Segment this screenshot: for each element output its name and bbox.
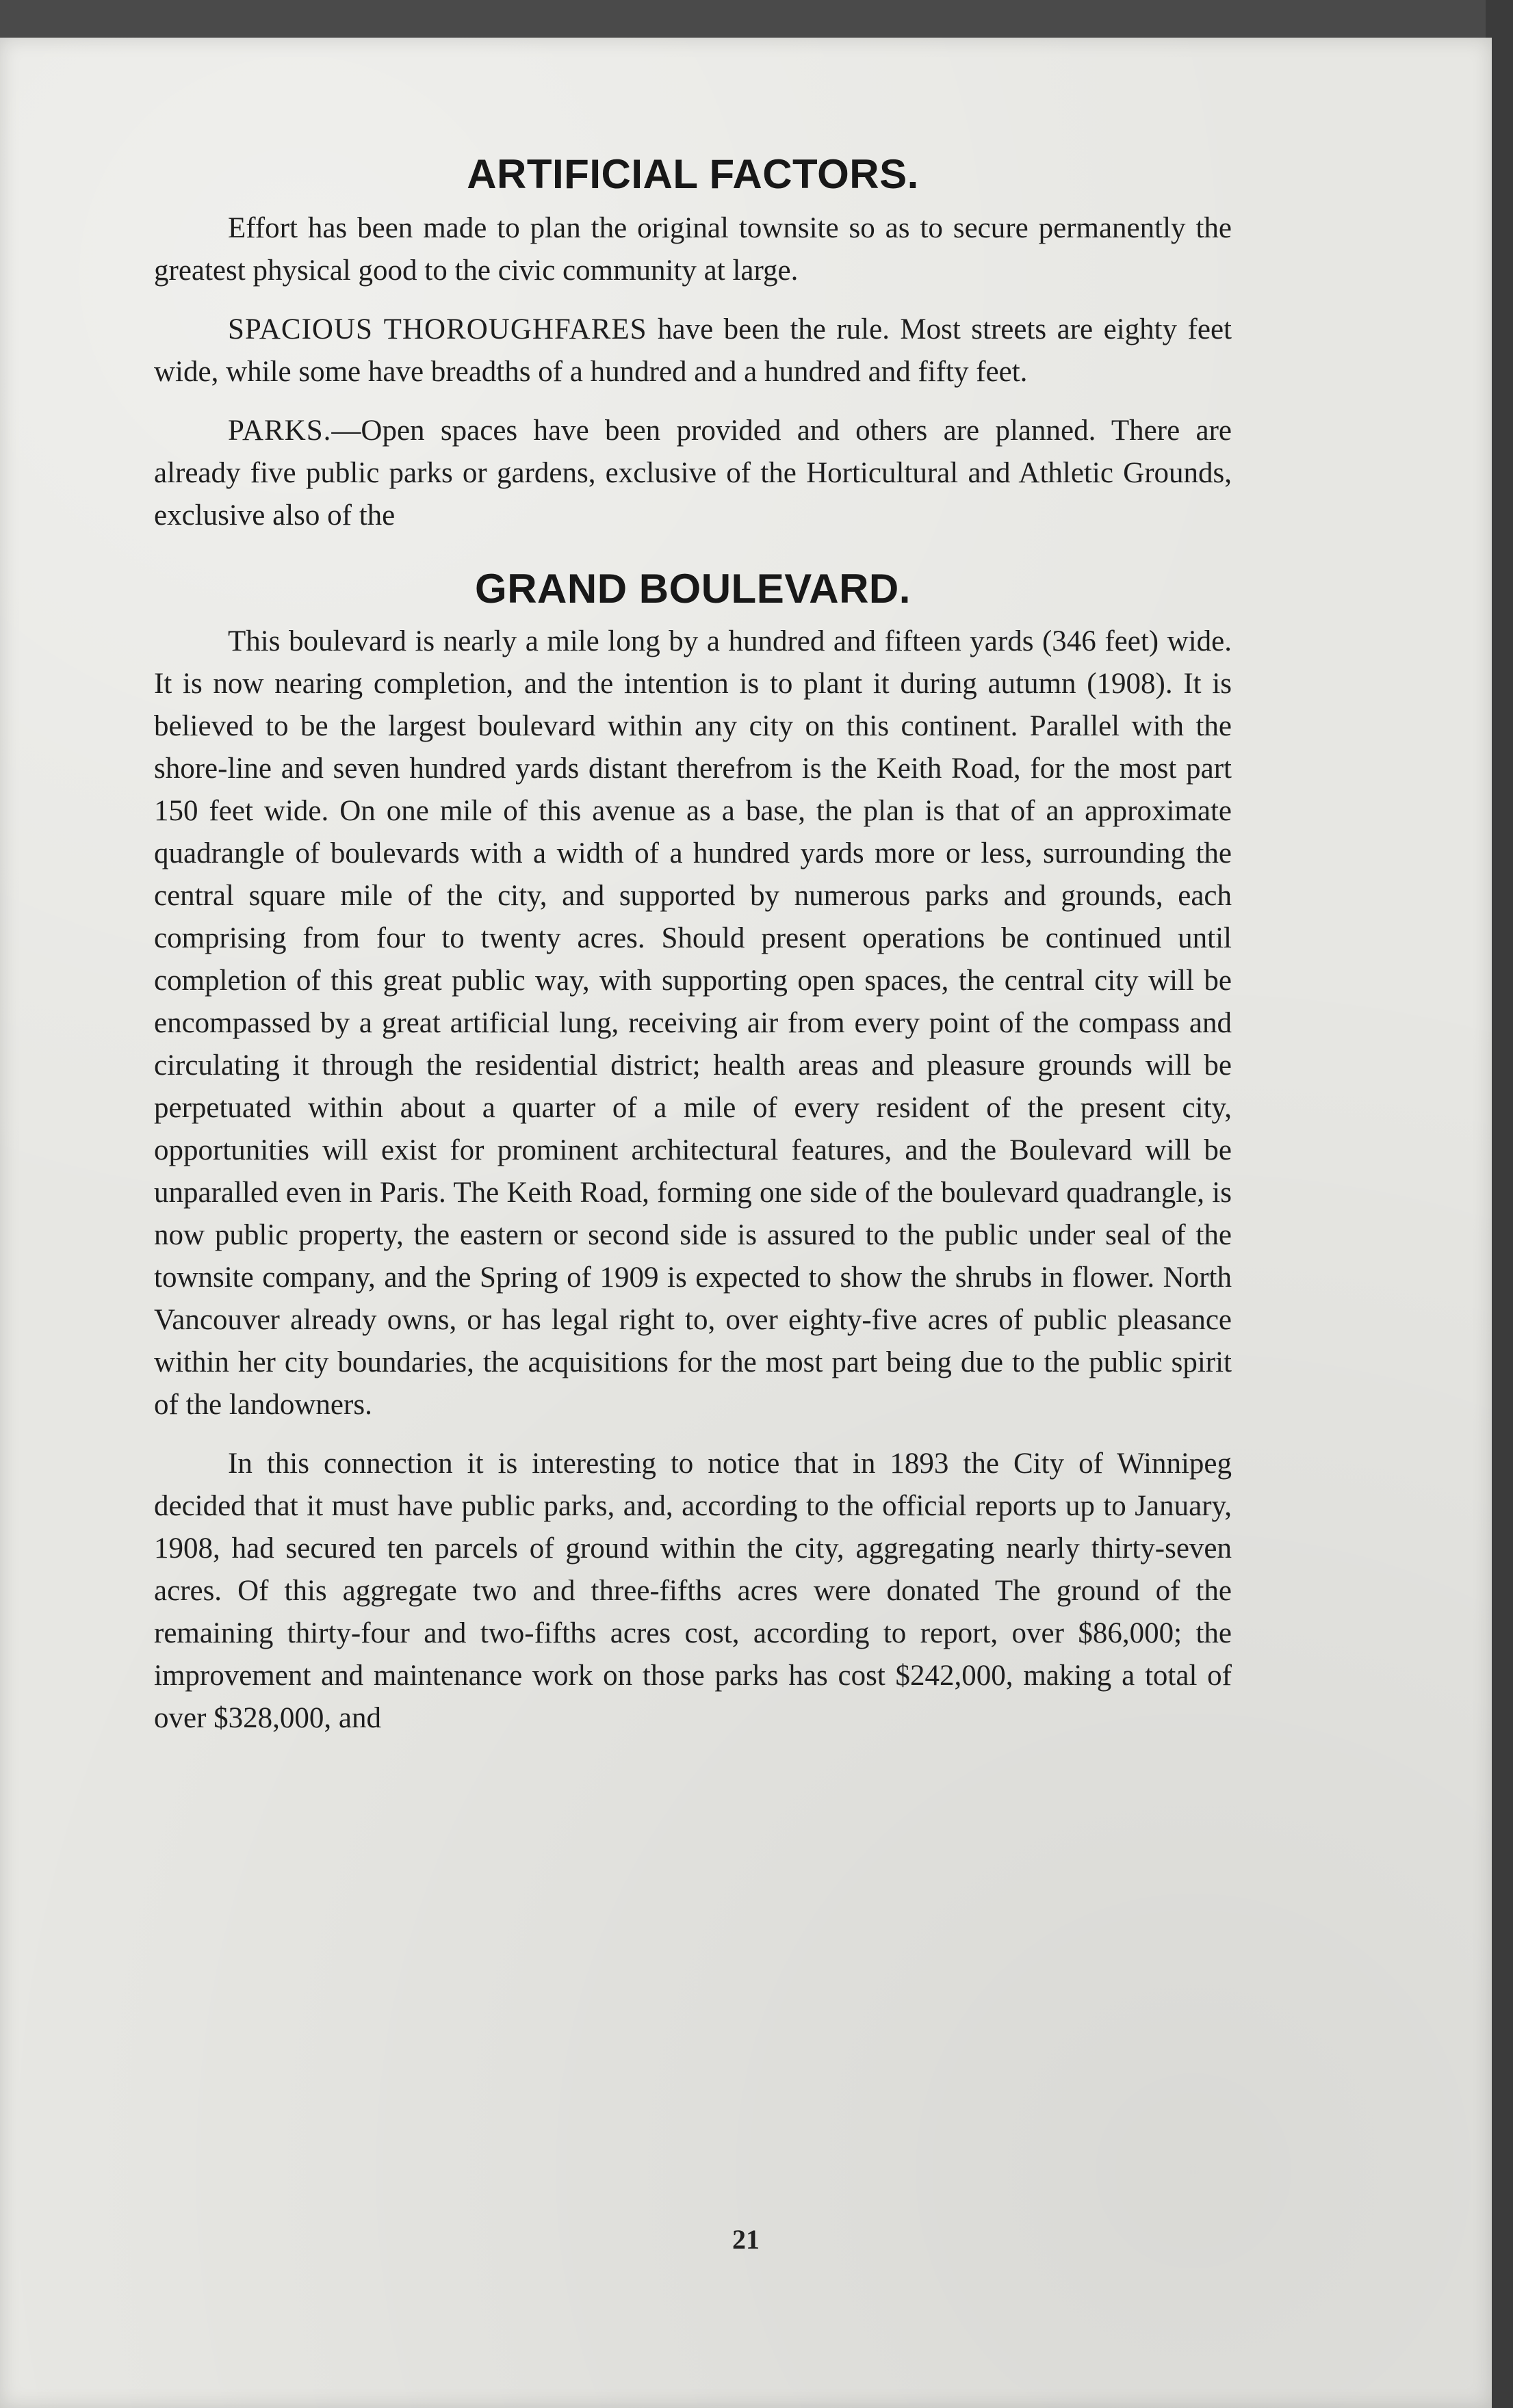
page-number: 21 [732, 2224, 760, 2255]
book-page [0, 38, 1492, 2408]
paragraph-thoroughfares [154, 309, 1232, 393]
thoroughfares-text: have been the rule. Most streets are eighty feet wide, while some have breadths of a hundred and a hundred and fifty feet. [154, 313, 1232, 388]
scan-top-border [0, 0, 1513, 41]
section-heading-artificial-factors: ARTIFICIAL FACTORS. [467, 151, 919, 197]
section-heading-grand-boulevard: GRAND BOULEVARD. [475, 566, 911, 612]
parks-text: —Open spaces have been provided and others are planned. There are already five public parks or gardens, exclusive of the Horticultural and Athletic Grounds, exclusive also of the [154, 415, 1232, 532]
page-text [154, 147, 1232, 1756]
thoroughfares-lead: SPACIOUS THOROUGHFARES [228, 313, 647, 345]
paragraph-parks [154, 410, 1232, 537]
paragraph-winnipeg: In this connection it is interesting to notice that in 1893 the City of Winnipeg decided that it must have public parks, and, according to the official reports up to January, 1908, had secured ten parcels of ground within the city, aggregating nearly thirty-seven acres. Of this aggregate two and three-fifths acres were donated The ground of the remaining thirty-four and two-fifths acres cost, according to report, over $86,000; the improvement and maintenance work on those parks has cost $242,000, making a total of over $328,000, and [154, 1448, 1232, 1734]
paragraph-boulevard: This boulevard is nearly a mile long by a hundred and fifteen yards (346 feet) wide. It is now nearing completion, and the intention is to plant it during autumn (1908). It is believed to be the largest boulevard within any city on this continent. Parallel with the shore-line and seven hundred yards distant therefrom is the Keith Road, for the most part 150 feet wide. On one mile of this avenue as a base, the plan is that of an approximate quadrangle of boulevards with a width of a hundred yards more or less, surrounding the central square mile of the city, and supported by numerous parks and grounds, each comprising from four to twenty acres. Should present operations be continued until completion of this great public way, with supporting open spaces, the central city will be encompassed by a great artificial lung, receiving air from every point of the compass and circulating it through the residential district; health areas and pleasure grounds will be perpetuated within about a quarter of a mile of every resident of the present city, opportunities will exist for prominent architectural features, and the Boulevard will be unparalled even in Paris. The Keith Road, forming one side of the boulevard quadrangle, is now public property, the eastern or second side is assured to the public under seal of the townsite company, and the Spring of 1909 is expected to show the shrubs in flower. North Vancouver already owns, or has legal right to, over eighty-five acres of public pleasance within her city boundaries, the acquisitions for the most part being due to the public spirit of the landowners. [154, 625, 1232, 1421]
parks-lead: PARKS. [228, 415, 332, 447]
paragraph-intro: Effort has been made to plan the original townsite so as to secure permanently the greatest physical good to the civic community at large. [154, 212, 1232, 287]
